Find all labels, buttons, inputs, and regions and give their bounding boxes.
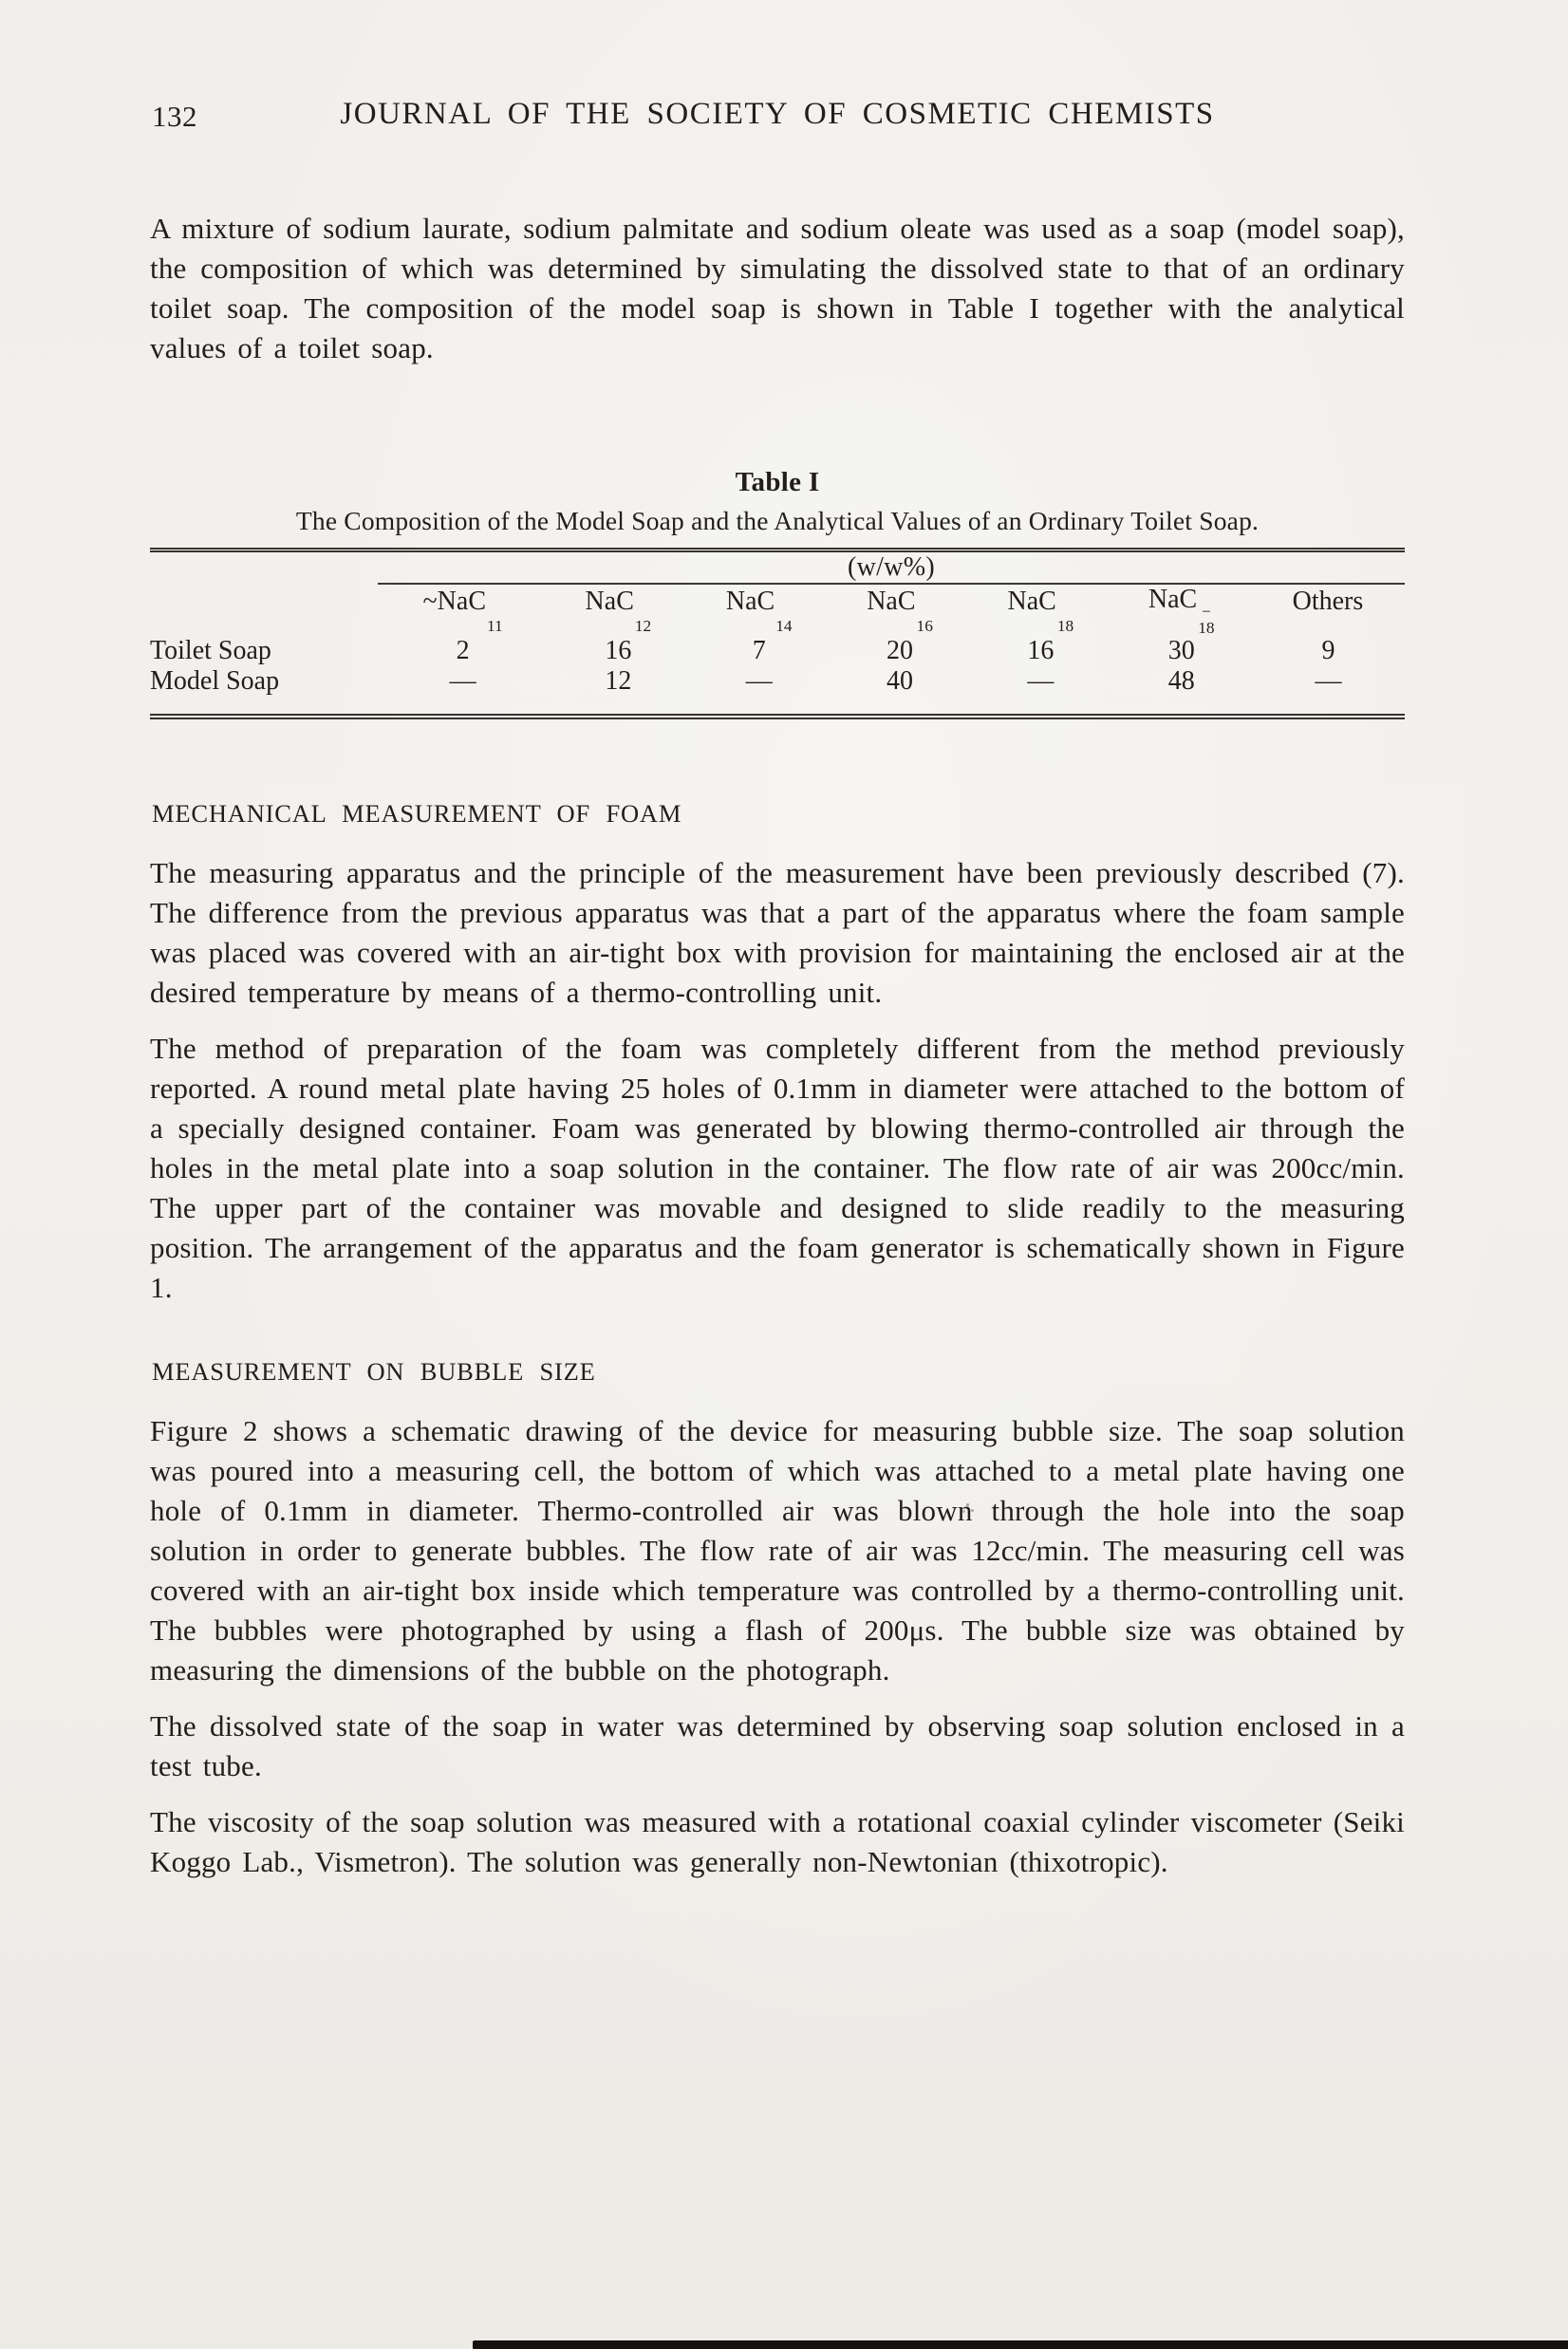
formula-sup: − [1201, 602, 1211, 621]
paragraph: The method of preparation of the foam was completely different from the method previously reported. A round metal plate having 25 holes of 0.1mm in diameter were attached to the bottom of a specially designed container. Foam was generated by blowing thermo-controlled air through the holes in the metal plate into a soap solution in the container. The flow rate of air was 200cc/min. The upper part of the container was movable and designed to slide readily to the measuring position. The arrangement of the apparatus and the foam generator is schematically shown in Figure 1. [150, 1032, 1405, 1305]
table-cell: — [745, 666, 773, 697]
table-cell: 9 [1321, 636, 1335, 666]
journal-title: JOURNAL OF THE SOCIETY OF COSMETIC CHEMISTS [340, 97, 1215, 131]
table-cell: 7 [752, 636, 766, 666]
formula-script [635, 602, 651, 635]
table-cell: 40 [887, 666, 914, 697]
intro-paragraph: A mixture of sodium laurate, sodium palmitate and sodium oleate was used as a soap (model soap), the composition of which was determined by simulating the dissolved state to that of an ordinary toilet soap. The composition of the model soap is shown in Table I together with the analytical values of a toilet soap. [150, 212, 1405, 364]
formula-script [775, 602, 792, 635]
empty-cell [150, 550, 378, 585]
page-header [150, 97, 1405, 139]
paragraph: The measuring apparatus and the principle of the measurement have been previously described (7). The difference from the previous apparatus was that a part of the apparatus where the foam sample was placed was covered with an air-tight box with provision for maintaining the enclosed air at the desired temperature by means of a thermo-controlling unit. [150, 856, 1405, 1010]
formula-base: NaC [585, 586, 634, 616]
column-header [830, 584, 970, 636]
paragraph: The viscosity of the soap solution was measured with a rotational coaxial cylinder viscometer (Seiki Koggo Lab., Vismetron). The solution was generally non-Newtonian (thixotropic). [150, 1805, 1405, 1879]
formula-script [1198, 604, 1214, 637]
formula-base: NaC [1148, 585, 1198, 614]
formula-sub: 18 [1198, 618, 1215, 637]
table-cell: 16 [1027, 636, 1055, 666]
table-cell: — [1027, 666, 1055, 697]
table-cell: 12 [605, 666, 632, 697]
unit-header: (w/w%) [378, 550, 1405, 585]
formula-script [917, 602, 933, 635]
column-header [1252, 584, 1405, 636]
row-label: Toilet Soap [150, 636, 271, 666]
formula-base: Others [1292, 586, 1364, 616]
formula-base: NaC [1007, 586, 1056, 616]
paragraph: The dissolved state of the soap in water was determined by observing soap solution enclosed in a test tube. [150, 1709, 1405, 1783]
section-heading-foam: MECHANICAL MEASUREMENT OF FOAM [152, 799, 682, 829]
formula-base: NaC [725, 586, 775, 616]
formula-sub: 12 [634, 617, 652, 636]
scan-speck [966, 1503, 969, 1506]
table-cell: 30 [1167, 636, 1195, 666]
formula-sub: 14 [775, 617, 793, 636]
scan-artifact-bar [473, 2340, 1568, 2349]
formula-sub: 11 [487, 617, 503, 636]
table-cell: — [449, 666, 476, 697]
composition-table [150, 548, 1405, 719]
table-title: Table I [735, 467, 820, 497]
table-row [150, 666, 1405, 717]
table-cell: 48 [1167, 666, 1195, 697]
formula-script [1057, 602, 1073, 635]
table-row [150, 636, 1405, 666]
table-cell: 2 [456, 636, 470, 666]
formula-base: NaC [867, 586, 916, 616]
formula-sub: 18 [1056, 617, 1074, 636]
table-caption: The Composition of the Model Soap and the Analytical Values of an Ordinary Toilet Soap. [295, 506, 1260, 535]
table-cell: 20 [887, 636, 914, 666]
column-header [689, 584, 830, 636]
column-header [378, 584, 548, 636]
column-header [548, 584, 688, 636]
column-header [970, 584, 1111, 636]
formula-script [487, 602, 503, 635]
column-header [1111, 584, 1252, 636]
formula-sub: 16 [916, 617, 933, 636]
table-cell: — [1315, 666, 1342, 697]
page-number: 132 [152, 100, 197, 133]
unit-row [150, 550, 1405, 585]
table-cell: 16 [605, 636, 632, 666]
column-header-row [150, 584, 1405, 636]
empty-cell [150, 584, 378, 636]
paragraph: Figure 2 shows a schematic drawing of the device for measuring bubble size. The soap solution was poured into a measuring cell, the bottom of which was attached to a metal plate having one hole of 0.1mm in diameter. Thermo-controlled air was blown through the hole into the soap solution in order to generate bubbles. The flow rate of air was 12cc/min. The measuring cell was covered with an air-tight box inside which temperature was controlled by a thermo-controlling unit. The bubbles were photographed by using a flash of 200μs. The bubble size was obtained by measuring the dimensions of the bubble on the photograph. [150, 1414, 1405, 1687]
row-label: Model Soap [150, 666, 280, 697]
table-1-block [150, 467, 1405, 719]
formula-base: ~NaC [422, 586, 486, 616]
section-heading-bubble: MEASUREMENT ON BUBBLE SIZE [152, 1357, 596, 1387]
